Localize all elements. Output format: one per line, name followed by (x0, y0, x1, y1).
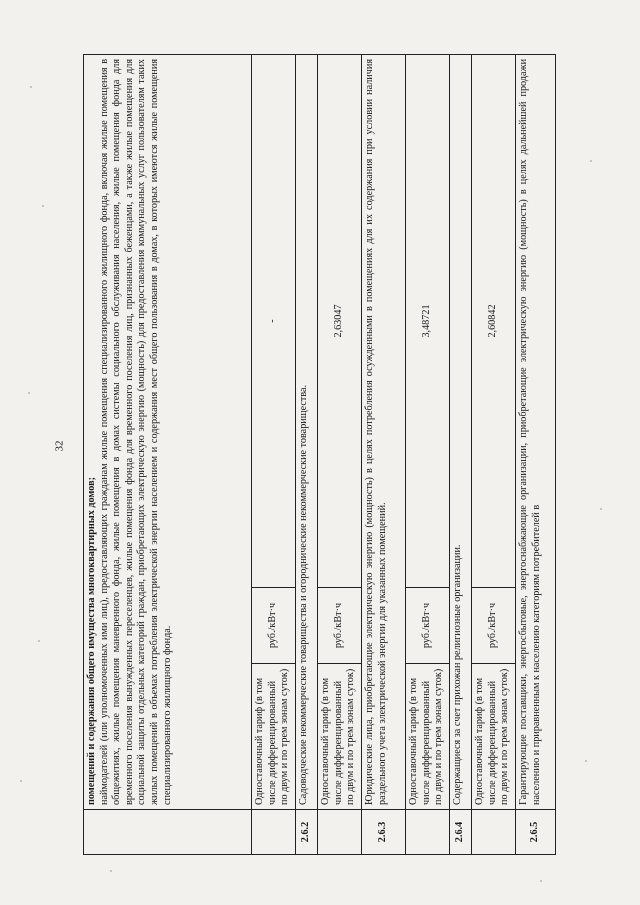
intro-line-2: наймодателей (или уполномоченных ими лиц), предоставляющих гражданам жилые помещения специализированного жилищного фонда, включая жилые помещения в общежитиях, жилые помещения маневренного фонда, жилые помещения в домах системы социального обслуживания населения, жилые помещения фонда для временного поселения вынужденных переселенцев, жилые помещения фонда для временного поселения лиц, признанных беженцами, а также жилые помещения для социальной защиты отдельных категорий граждан, приобретающих электрическую энергию (мощность) для предоставления коммунальных услуг пользователям таких жилых помещений в объемах потребления электрической энергии населением и содержания мест общего пользования в домах, в которых имеются жилые помещения специализированного жилищного фонда. (98, 58, 173, 805)
row-number-cell (84, 810, 252, 855)
table-row (318, 54, 362, 854)
scan-speck (38, 640, 40, 642)
intro-line-1: помещений и содержания общего имущества многоквартирных домов; (86, 477, 97, 805)
unit-cell: руб./кВт·ч (472, 588, 516, 664)
row-number-cell: 2.6.2 (296, 810, 318, 855)
tariff-label: Одноставочный тариф (в том числе дифференцированный по двум и по трем зонам суток) (406, 664, 450, 810)
category-text: Гарантирующие поставщики, энергосбытовые, энергоснабжающие организации, приобретающие электрическую энергию (мощность) в целях дальнейшей продажи населению и приравненным к населению категориям потребителей в (516, 54, 556, 809)
row-number-cell: 2.6.4 (450, 810, 472, 855)
table-row (516, 54, 556, 854)
row-number-cell (406, 810, 450, 855)
table-row (450, 54, 472, 854)
page-number: 32 (53, 440, 66, 452)
unit-cell: руб./кВт·ч (318, 588, 362, 664)
value-cell: 2,60842 (472, 54, 516, 587)
table-row (362, 54, 406, 854)
table-row (406, 54, 450, 854)
row-number-cell (318, 810, 362, 855)
scan-speck (585, 760, 587, 762)
row-number-cell: 2.6.5 (516, 810, 556, 855)
scan-speck (42, 205, 44, 207)
value-cell: - (252, 54, 296, 587)
tariff-label: Одноставочный тариф (в том числе дифференцированный по двум и по трем зонам суток) (318, 664, 362, 810)
unit-cell: руб./кВт·ч (252, 588, 296, 664)
category-text: Юридические лица, приобретающие электрическую энергию (мощность) в целях потребления осужденными в помещениях для их содержания при условии наличия раздельного учета электрической энергии для указанных помещений. (362, 54, 406, 809)
scan-speck (28, 392, 30, 394)
tariff-table-rotated (83, 55, 577, 855)
table-row (252, 54, 296, 854)
value-cell: 2,63047 (318, 54, 362, 587)
value-cell: 3,48721 (406, 54, 450, 587)
scan-speck (600, 508, 602, 510)
tariff-label: Одноставочный тариф (в том числе дифференцированный по двум и по трем зонам суток) (472, 664, 516, 810)
table-row (84, 54, 252, 854)
row-number-cell (252, 810, 296, 855)
table-row (472, 54, 516, 854)
scan-speck (20, 780, 22, 782)
tariff-label: Одноставочный тариф (в том числе дифференцированный по двум и по трем зонам суток) (252, 664, 296, 810)
scan-speck (110, 870, 112, 872)
intro-text-cell (84, 54, 252, 809)
scan-speck (30, 86, 32, 88)
row-number-cell (472, 810, 516, 855)
scan-speck (590, 160, 592, 162)
tariff-table (83, 54, 556, 855)
scan-speck (540, 880, 542, 882)
row-number-cell: 2.6.3 (362, 810, 406, 855)
category-text: Содержащиеся за счет прихожан религиозные организации. (450, 54, 472, 809)
unit-cell: руб./кВт·ч (406, 588, 450, 664)
table-row (296, 54, 318, 854)
category-text: Садоводческие некоммерческие товарищества и огороднические некоммерческие товарищества. (296, 54, 318, 809)
